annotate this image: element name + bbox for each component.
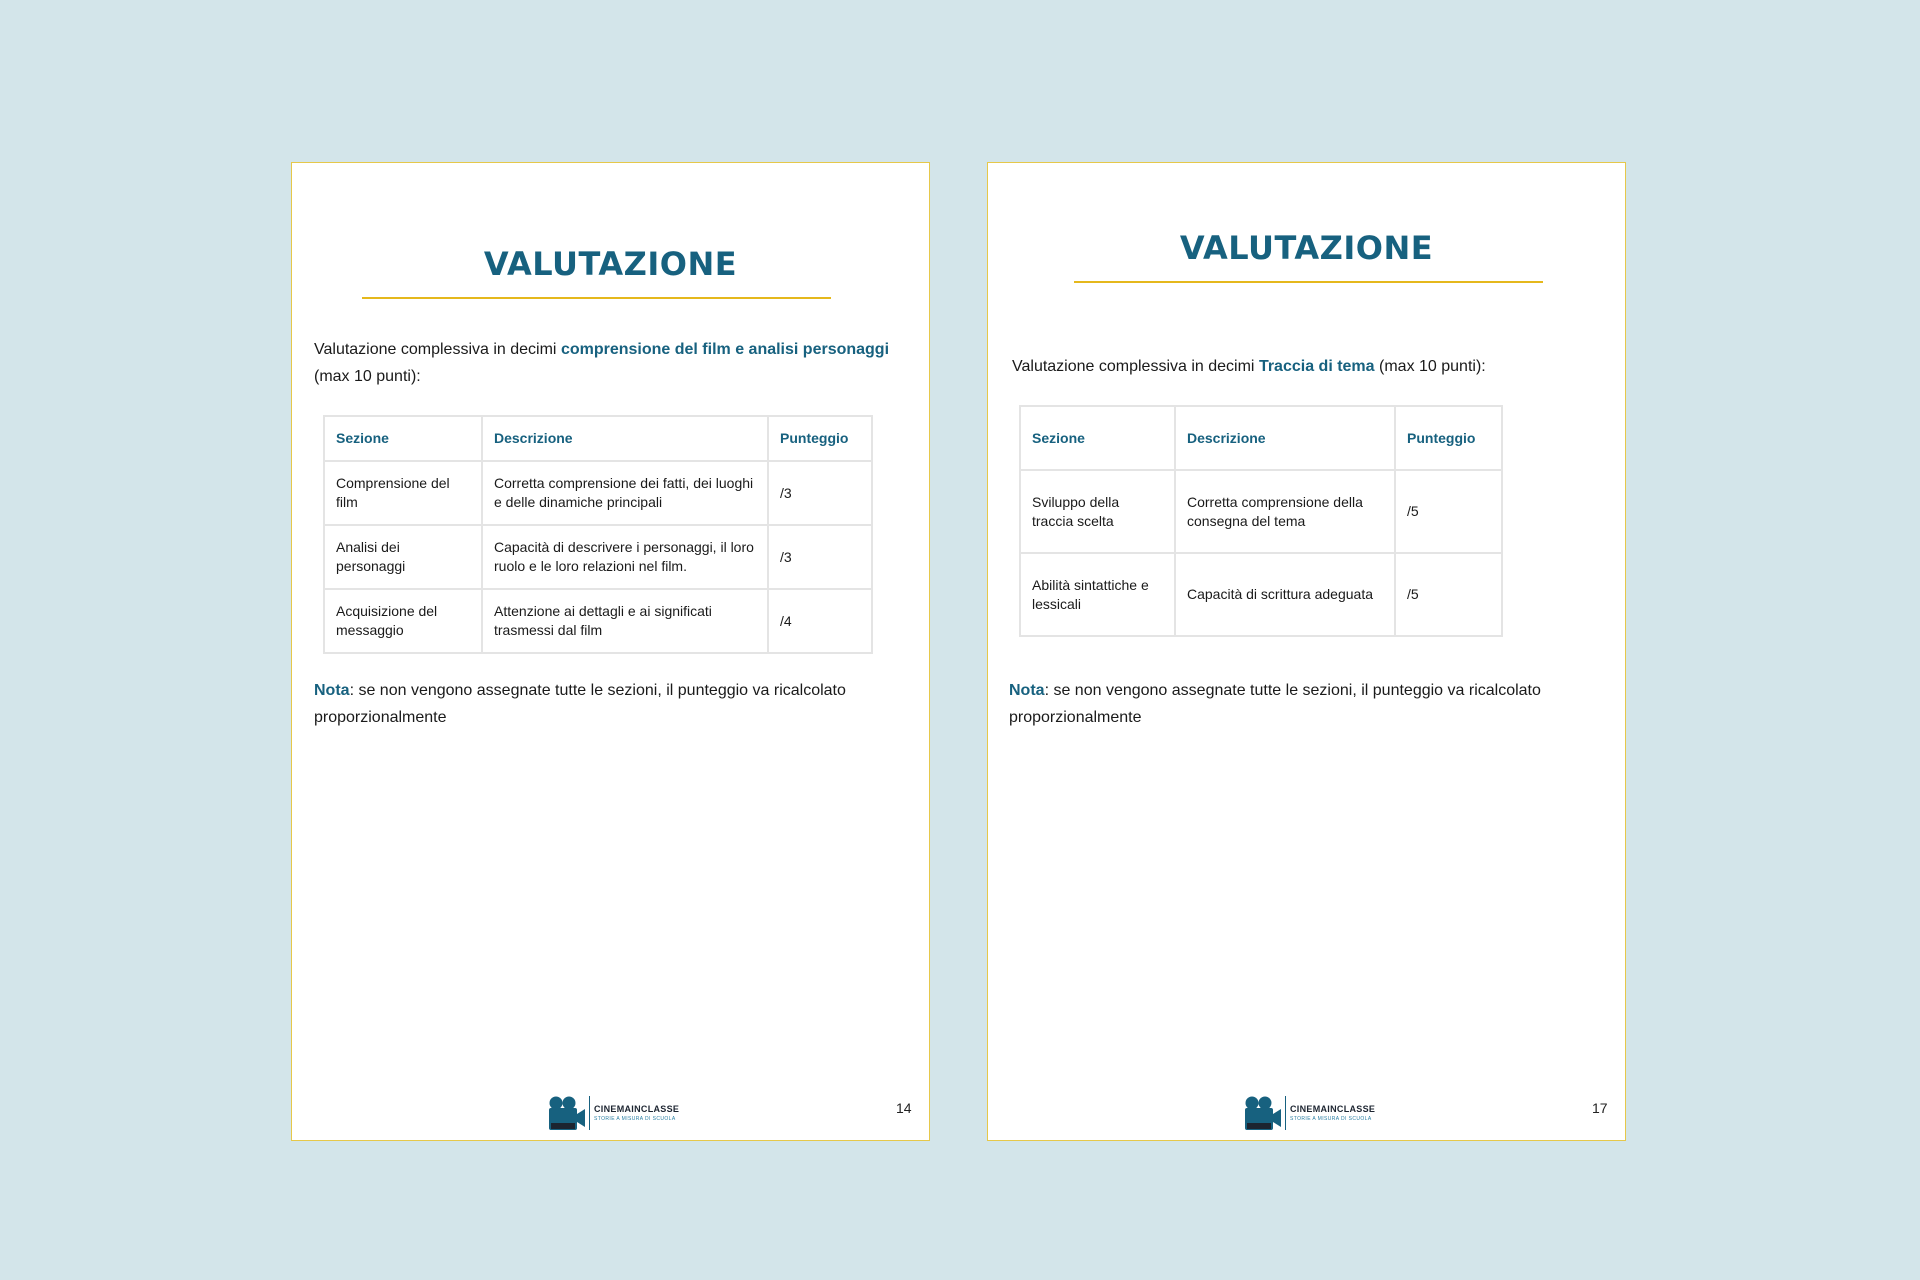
document-page-14 bbox=[291, 162, 930, 1141]
page-number: 14 bbox=[896, 1100, 912, 1116]
cell-punteggio: /5 bbox=[1395, 553, 1502, 636]
intro-highlight: Traccia di tema bbox=[1258, 358, 1375, 375]
intro-suffix: (max 10 punti): bbox=[1374, 358, 1486, 375]
page-title: VALUTAZIONE bbox=[1179, 229, 1434, 267]
logo-divider bbox=[1285, 1096, 1286, 1130]
title-underline bbox=[1074, 281, 1543, 283]
logo-tagline: STORIE A MISURA DI SCUOLA bbox=[1290, 1116, 1372, 1122]
brand-logo bbox=[1243, 1095, 1375, 1131]
table-header-row bbox=[324, 416, 872, 461]
cell-sezione: Acquisizione del messaggio bbox=[324, 589, 482, 653]
cell-descrizione: Capacità di scrittura adeguata bbox=[1175, 553, 1395, 636]
page-title: VALUTAZIONE bbox=[483, 245, 738, 283]
intro-highlight: comprensione del film e analisi personaggi bbox=[560, 341, 890, 358]
evaluation-table bbox=[323, 415, 873, 654]
header-sezione: Sezione bbox=[1020, 406, 1175, 470]
title-underline bbox=[362, 297, 831, 299]
page-number: 17 bbox=[1592, 1100, 1608, 1116]
table-row bbox=[324, 525, 872, 589]
cell-descrizione: Corretta comprensione dei fatti, dei luoghi e delle dinamiche principali bbox=[482, 461, 768, 525]
logo-text bbox=[1290, 1104, 1375, 1122]
note-body: : se non vengono assegnate tutte le sezioni, il punteggio va ricalcolato proporzionalmente bbox=[1009, 682, 1541, 726]
intro-text bbox=[1012, 353, 1602, 380]
film-camera-icon bbox=[547, 1095, 587, 1131]
header-sezione: Sezione bbox=[324, 416, 482, 461]
header-descrizione: Descrizione bbox=[482, 416, 768, 461]
film-camera-icon bbox=[1243, 1095, 1283, 1131]
intro-text bbox=[314, 336, 899, 390]
table-row bbox=[324, 461, 872, 525]
intro-prefix: Valutazione complessiva in decimi bbox=[314, 341, 561, 358]
logo-divider bbox=[589, 1096, 590, 1130]
table-header-row bbox=[1020, 406, 1502, 470]
header-punteggio: Punteggio bbox=[768, 416, 872, 461]
table-row bbox=[1020, 470, 1502, 553]
intro-suffix: (max 10 punti): bbox=[314, 368, 421, 385]
note-label: Nota bbox=[1009, 682, 1045, 699]
cell-punteggio: /5 bbox=[1395, 470, 1502, 553]
evaluation-table bbox=[1019, 405, 1503, 637]
cell-punteggio: /4 bbox=[768, 589, 872, 653]
header-punteggio: Punteggio bbox=[1395, 406, 1502, 470]
logo-tagline: STORIE A MISURA DI SCUOLA bbox=[594, 1116, 676, 1122]
cell-descrizione: Attenzione ai dettagli e ai significati trasmessi dal film bbox=[482, 589, 768, 653]
logo-name: CINEMAINCLASSE bbox=[594, 1104, 680, 1114]
table-row bbox=[1020, 553, 1502, 636]
cell-sezione: Analisi dei personaggi bbox=[324, 525, 482, 589]
table-row bbox=[324, 589, 872, 653]
cell-punteggio: /3 bbox=[768, 461, 872, 525]
logo-text bbox=[594, 1104, 679, 1122]
cell-descrizione: Capacità di descrivere i personaggi, il loro ruolo e le loro relazioni nel film. bbox=[482, 525, 768, 589]
note-label: Nota bbox=[314, 682, 350, 699]
brand-logo bbox=[547, 1095, 679, 1131]
header-descrizione: Descrizione bbox=[1175, 406, 1395, 470]
note-body: : se non vengono assegnate tutte le sezioni, il punteggio va ricalcolato proporzionalmente bbox=[314, 682, 846, 726]
cell-punteggio: /3 bbox=[768, 525, 872, 589]
note-text bbox=[314, 677, 894, 731]
cell-descrizione: Corretta comprensione della consegna del tema bbox=[1175, 470, 1395, 553]
cell-sezione: Sviluppo della traccia scelta bbox=[1020, 470, 1175, 553]
cell-sezione: Comprensione del film bbox=[324, 461, 482, 525]
note-text bbox=[1009, 677, 1589, 731]
intro-prefix: Valutazione complessiva in decimi bbox=[1012, 358, 1259, 375]
document-page-17 bbox=[987, 162, 1626, 1141]
cell-sezione: Abilità sintattiche e lessicali bbox=[1020, 553, 1175, 636]
logo-name: CINEMAINCLASSE bbox=[1290, 1104, 1376, 1114]
